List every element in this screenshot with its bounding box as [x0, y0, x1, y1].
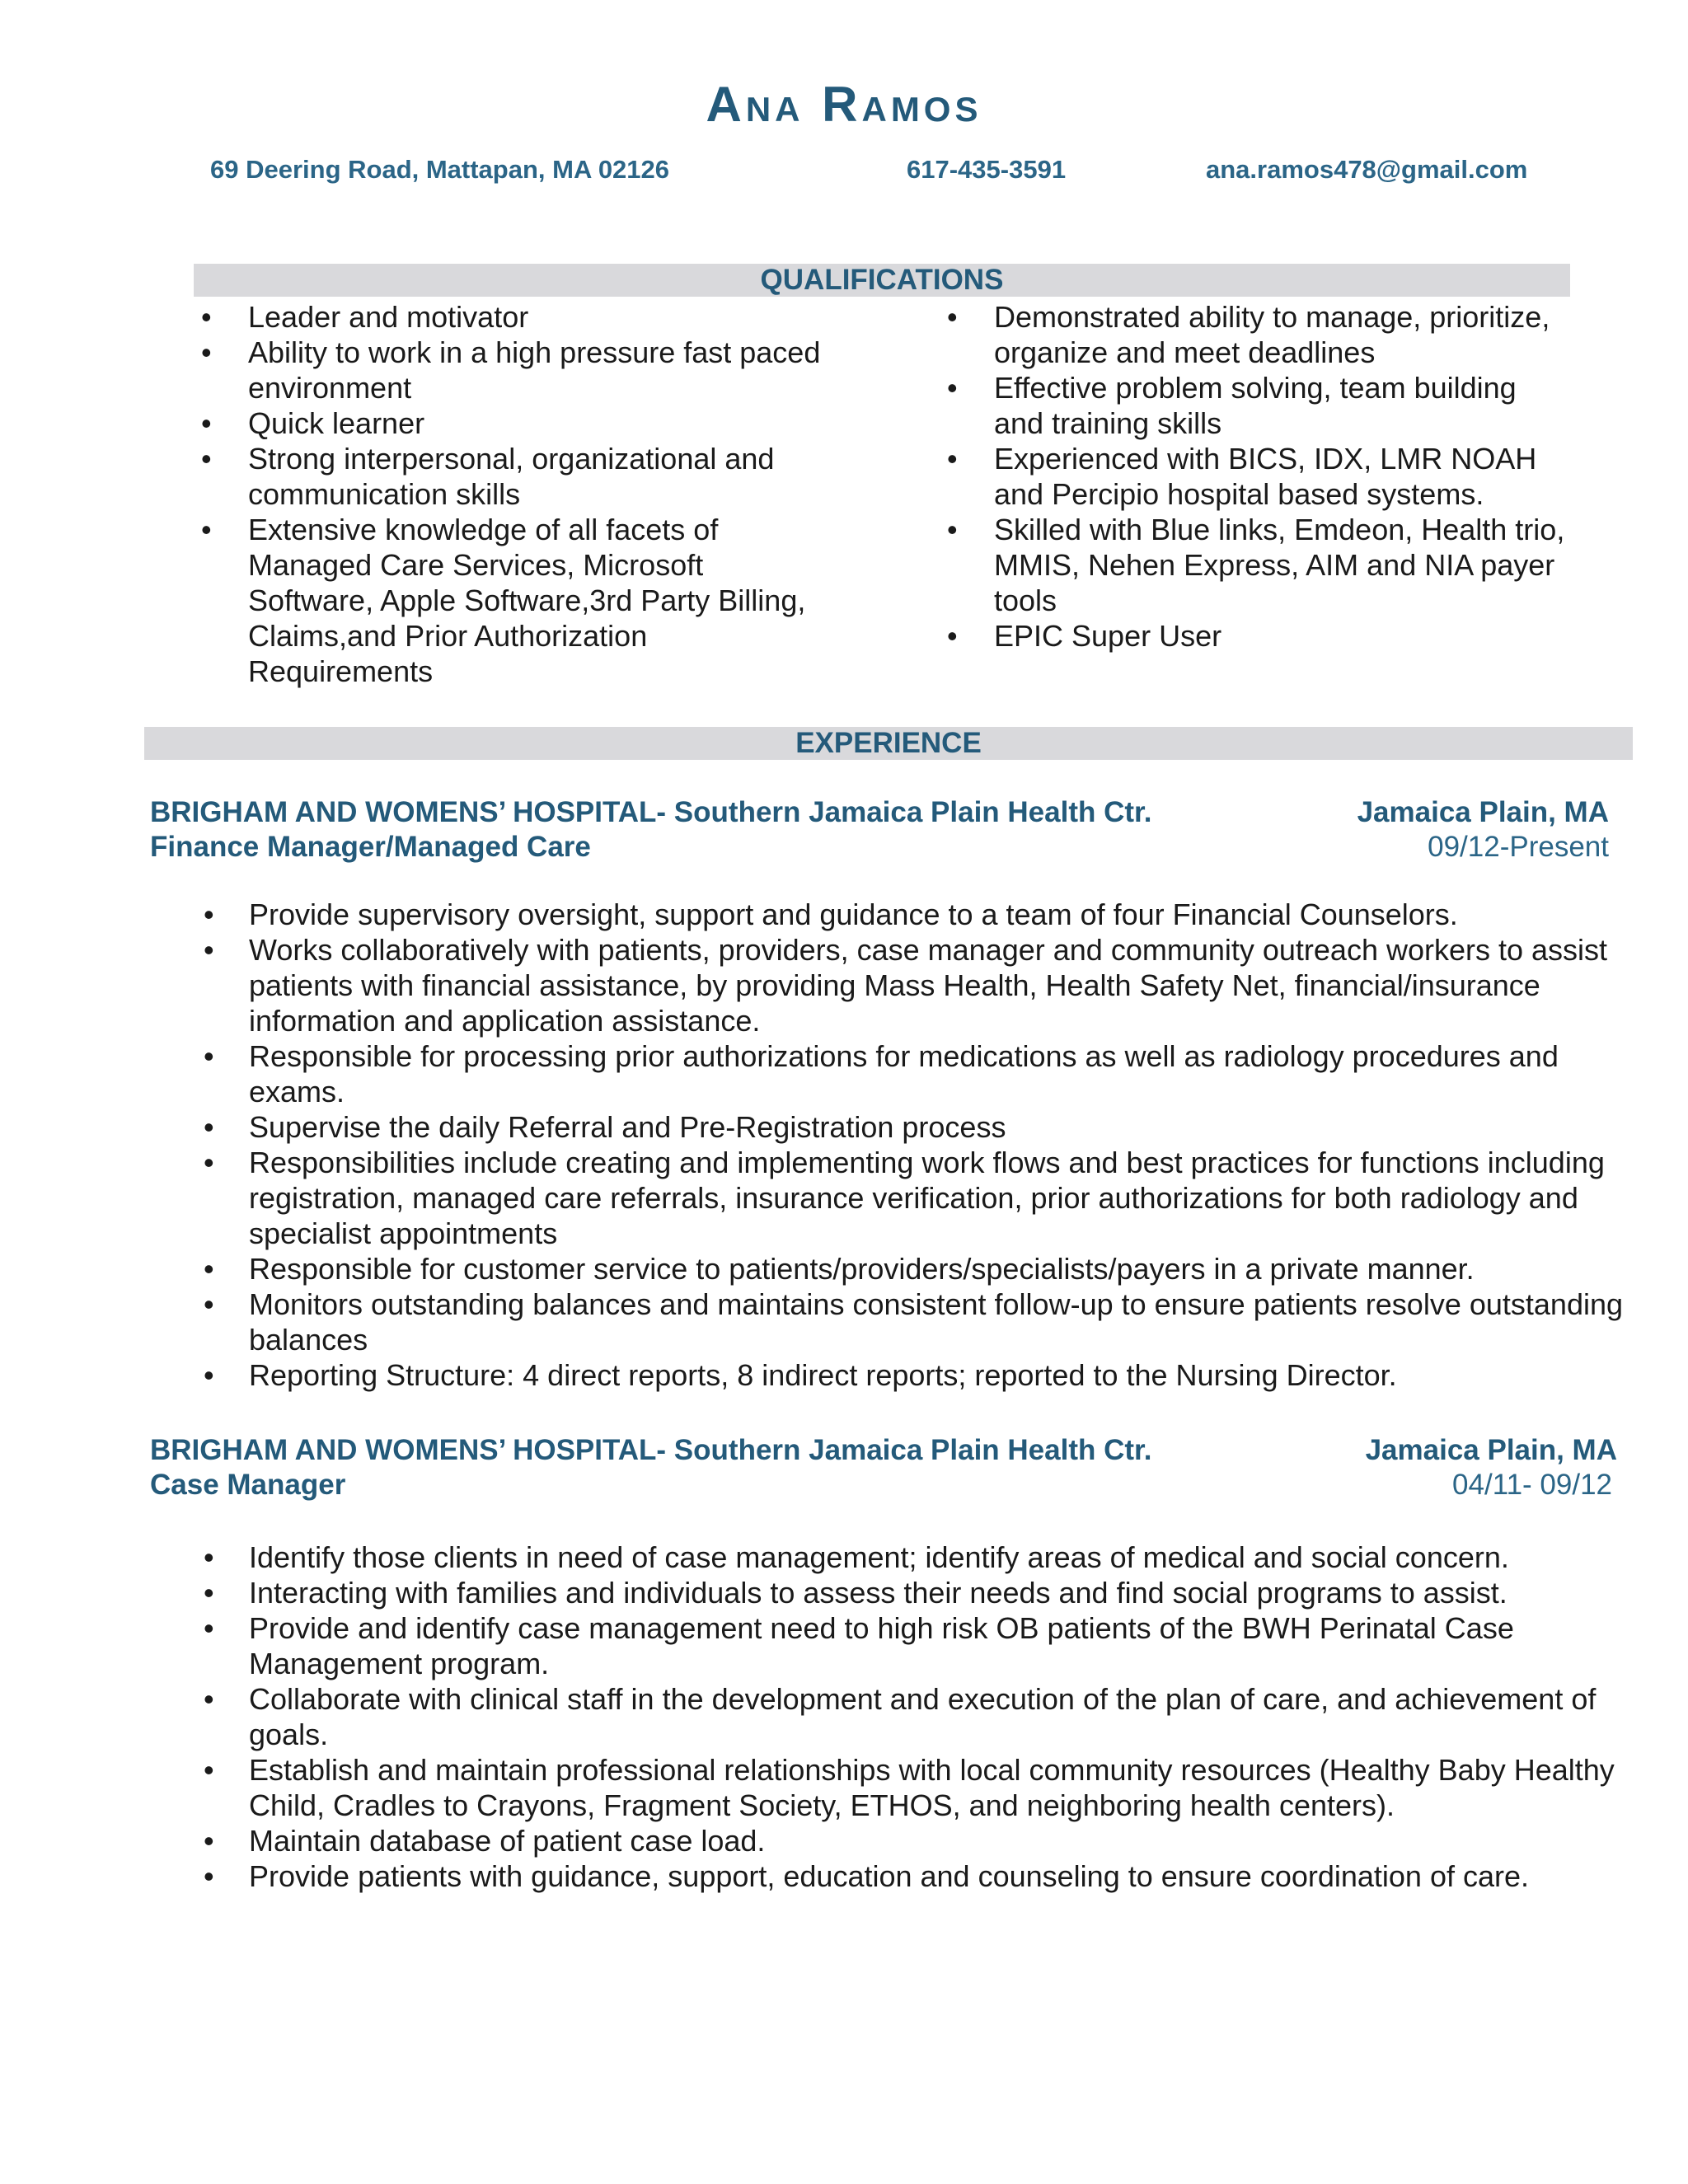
job-2-title: Case Manager: [150, 1469, 346, 1501]
list-item: • Provide supervisory oversight, support and guidance to a team of four Financial Counselors.: [150, 897, 1634, 932]
list-item: • Demonstrated ability to manage, prioritize, organize and meet deadlines: [942, 299, 1568, 370]
list-item: • Leader and motivator: [196, 299, 823, 335]
list-item: • Collaborate with clinical staff in the development and execution of the plan of care, and achievement of goals.: [150, 1681, 1634, 1752]
qualifications-left-list: [196, 299, 823, 689]
list-item: • Responsibilities include creating and implementing work flows and best practices for functions including registration, managed care referrals, insurance verification, prior authorizations for both radiology and specialist appointments: [150, 1145, 1634, 1251]
job-2-location: Jamaica Plain, MA: [1365, 1434, 1617, 1466]
qualifications-right-list: [942, 299, 1568, 654]
job-2-duties: [150, 1540, 1634, 1894]
list-item: • Monitors outstanding balances and maintains consistent follow-up to ensure patients resolve outstanding balances: [150, 1286, 1634, 1357]
list-item: • Interacting with families and individuals to assess their needs and find social programs to assist.: [150, 1575, 1634, 1610]
list-item: • Ability to work in a high pressure fast paced environment: [196, 335, 823, 405]
job-1-employer: BRIGHAM AND WOMENS’ HOSPITAL- Southern Jamaica Plain Health Ctr.: [150, 796, 1152, 828]
list-item: • Responsible for customer service to patients/providers/specialists/payers in a private manner.: [150, 1251, 1634, 1286]
list-item: • EPIC Super User: [942, 618, 1568, 654]
list-item: • Skilled with Blue links, Emdeon, Health trio, MMIS, Nehen Express, AIM and NIA payer tools: [942, 512, 1568, 618]
list-item: • Strong interpersonal, organizational and communication skills: [196, 441, 823, 512]
email-address: ana.ramos478@gmail.com: [1206, 155, 1528, 184]
address: 69 Deering Road, Mattapan, MA 02126: [210, 155, 670, 184]
job-1-title: Finance Manager/Managed Care: [150, 831, 591, 863]
phone-number: 617-435-3591: [907, 155, 1067, 184]
list-item: • Extensive knowledge of all facets of Managed Care Services, Microsoft Software, Apple Software,3rd Party Billing, Claims,and Prior Authorization Requirements: [196, 512, 823, 689]
job-1-duties: [150, 897, 1634, 1393]
list-item: • Responsible for processing prior authorizations for medications as well as radiology procedures and exams.: [150, 1038, 1634, 1109]
list-item: • Reporting Structure: 4 direct reports, 8 indirect reports; reported to the Nursing Director.: [150, 1357, 1634, 1393]
list-item: • Quick learner: [196, 405, 823, 441]
list-item: • Experienced with BICS, IDX, LMR NOAH and Percipio hospital based systems.: [942, 441, 1568, 512]
job-1-location: Jamaica Plain, MA: [1357, 796, 1609, 828]
qualifications-heading: QUALIFICATIONS: [194, 264, 1570, 297]
list-item: • Provide and identify case management need to high risk OB patients of the BWH Perinatal Case Management program.: [150, 1610, 1634, 1681]
list-item: • Effective problem solving, team building and training skills: [942, 370, 1568, 441]
list-item: • Identify those clients in need of case management; identify areas of medical and social concern.: [150, 1540, 1634, 1575]
list-item: • Provide patients with guidance, support, education and counseling to ensure coordination of care.: [150, 1858, 1634, 1894]
job-2-employer: BRIGHAM AND WOMENS’ HOSPITAL- Southern Jamaica Plain Health Ctr.: [150, 1434, 1152, 1466]
list-item: • Supervise the daily Referral and Pre-Registration process: [150, 1109, 1634, 1145]
list-item: • Works collaboratively with patients, providers, case manager and community outreach workers to assist patients with financial assistance, by providing Mass Health, Health Safety Net, financial/insurance information and application assistance.: [150, 932, 1634, 1038]
list-item: • Maintain database of patient case load.: [150, 1823, 1634, 1858]
list-item: • Establish and maintain professional relationships with local community resources (Healthy Baby Healthy Child, Cradles to Crayons, Fragment Society, ETHOS, and neighboring health centers).: [150, 1752, 1634, 1823]
experience-heading: EXPERIENCE: [144, 727, 1633, 760]
job-2-dates: 04/11- 09/12: [1452, 1469, 1612, 1501]
job-1-dates: 09/12-Present: [1428, 831, 1609, 863]
candidate-name: Ana Ramos: [706, 77, 982, 132]
